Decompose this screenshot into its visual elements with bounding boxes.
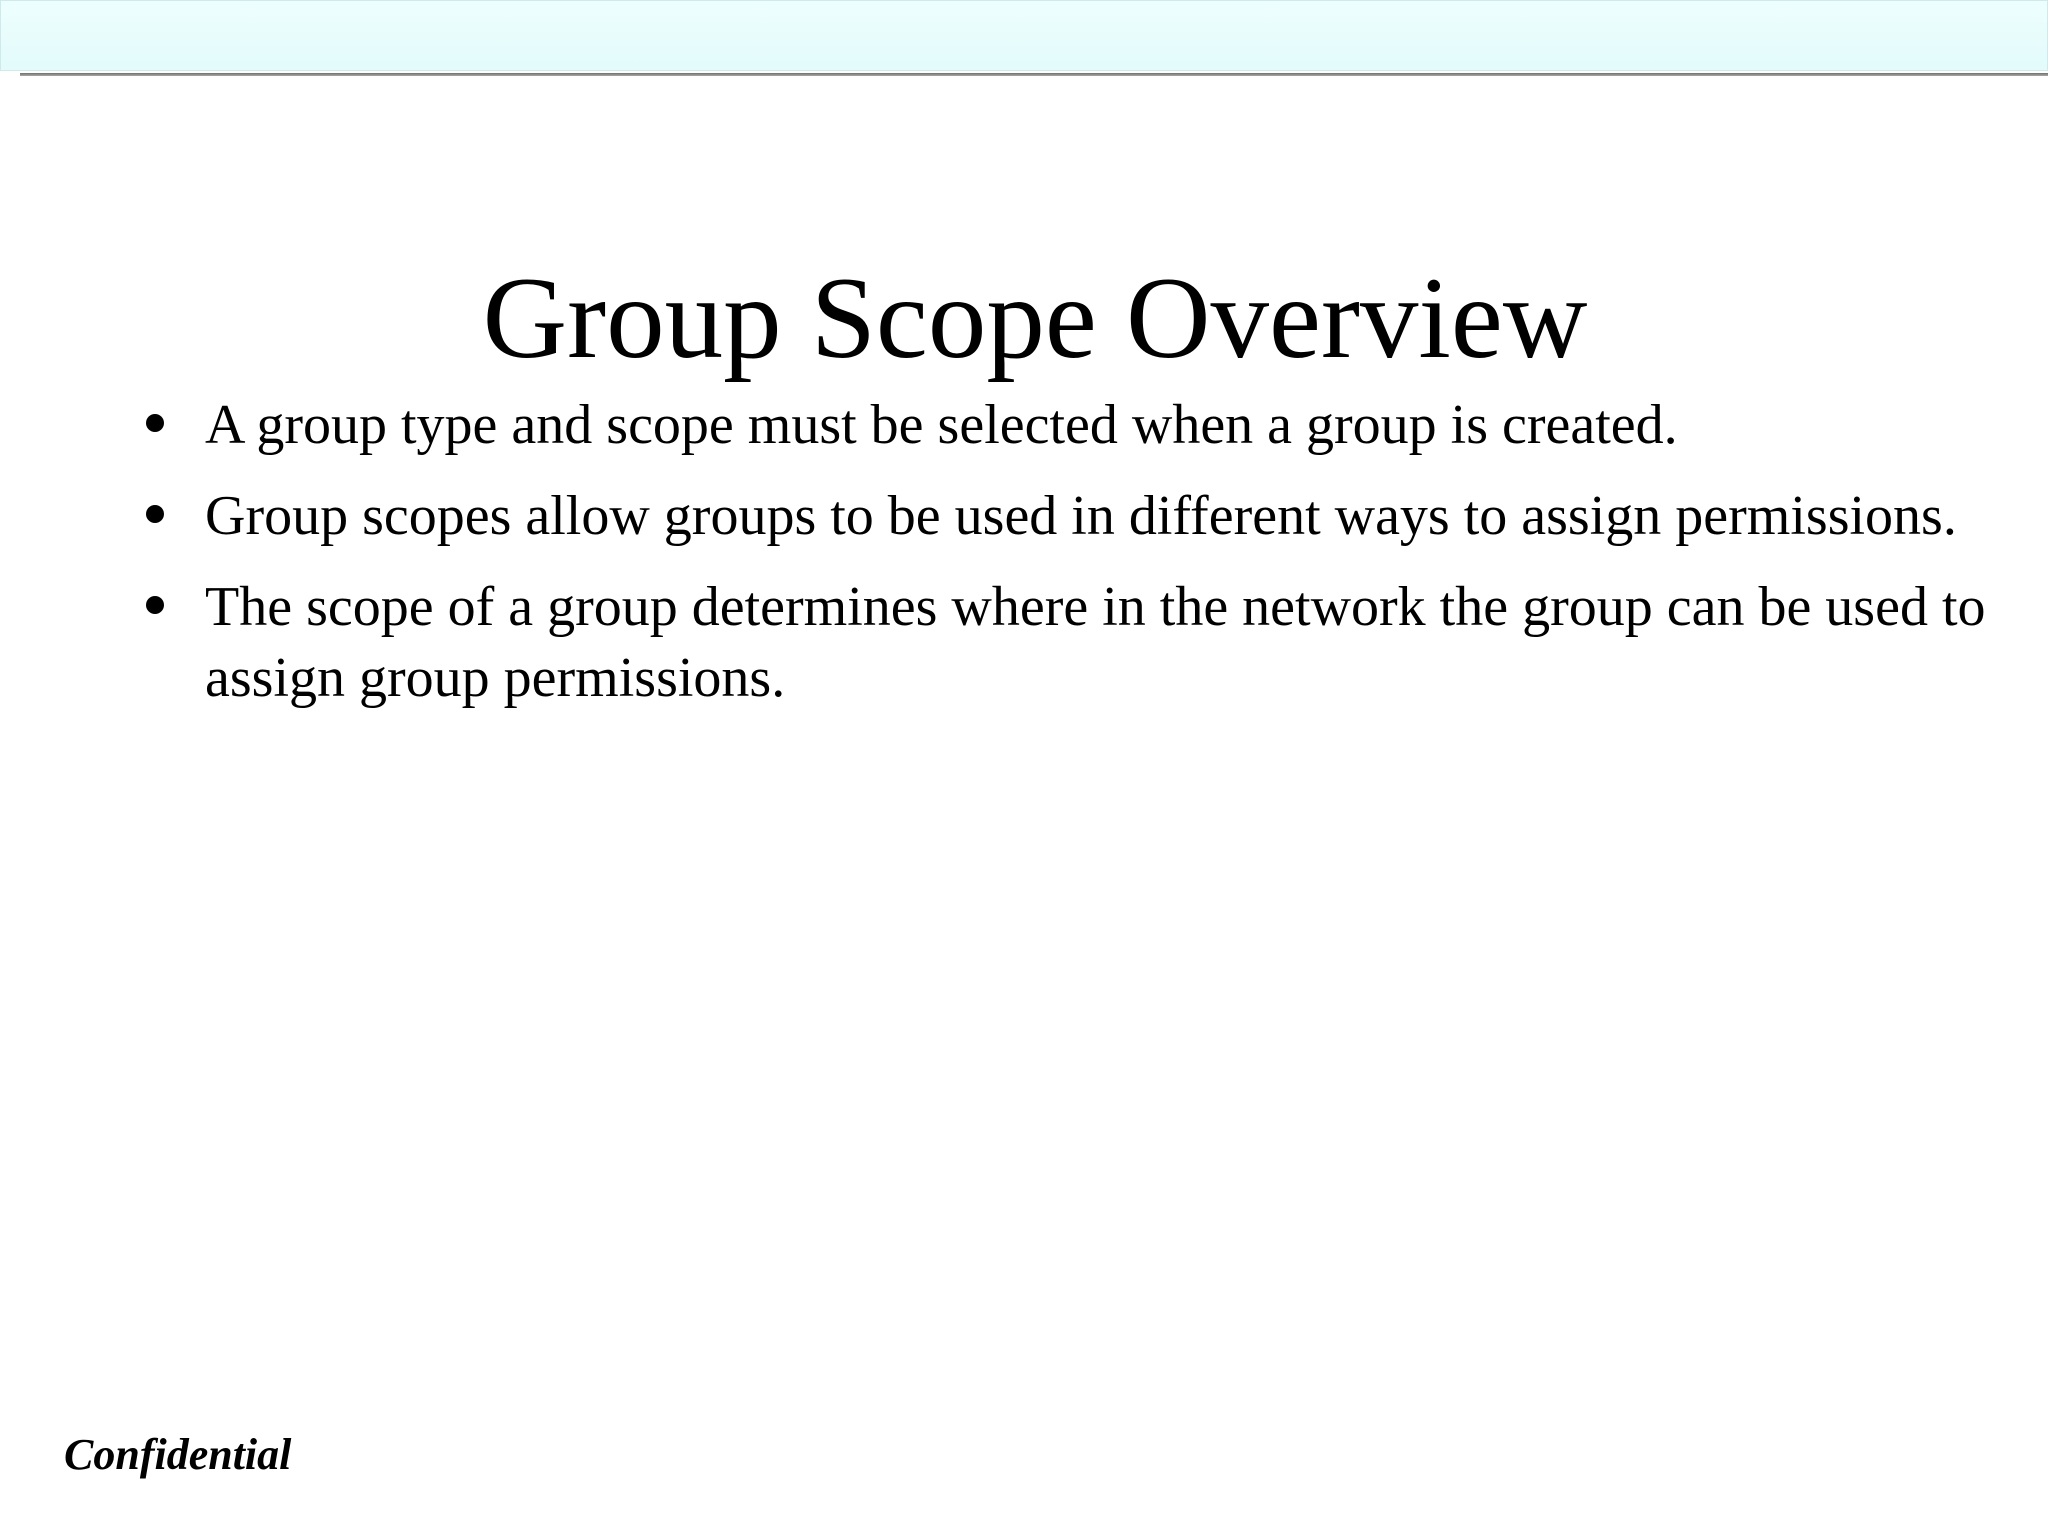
bullet-text: The scope of a group determines where in the network the group can be used to assign group permissions. — [205, 576, 1986, 709]
bullet-item — [140, 390, 2020, 461]
bullet-text: Group scopes allow groups to be used in different ways to assign permissions. — [205, 485, 1957, 547]
bullet-list — [140, 390, 2020, 734]
bullet-dot-icon — [146, 505, 164, 523]
bullet-dot-icon — [146, 414, 164, 432]
bullet-dot-icon — [146, 596, 164, 614]
top-header-band — [0, 0, 2048, 71]
bullet-item — [140, 481, 2020, 552]
bullet-text: A group type and scope must be selected when a group is created. — [205, 394, 1678, 456]
header-divider — [20, 73, 2048, 76]
slide-title: Group Scope Overview — [482, 254, 1588, 384]
bullet-item — [140, 572, 2020, 714]
confidential-footer: Confidential — [64, 1430, 292, 1479]
